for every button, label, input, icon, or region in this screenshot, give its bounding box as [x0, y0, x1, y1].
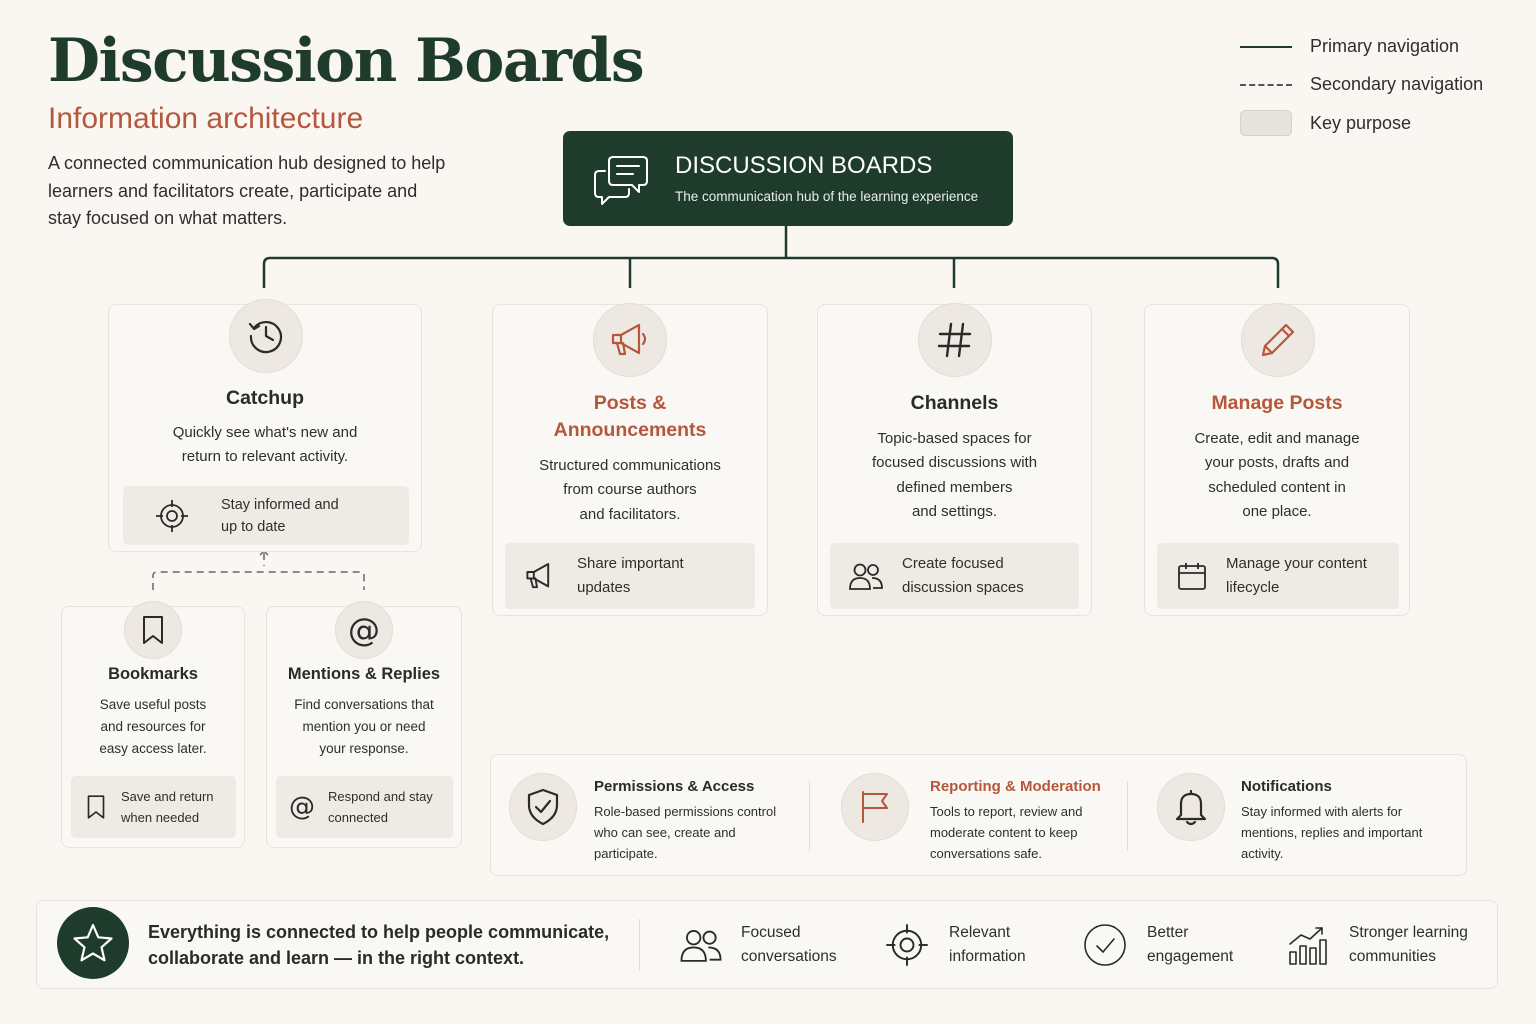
- page-subtitle: Information architecture: [48, 102, 364, 135]
- page-title: Discussion Boards: [48, 26, 644, 96]
- divider: [809, 781, 810, 851]
- bookmark-icon: [124, 601, 182, 659]
- feature-reporting[interactable]: [821, 755, 1127, 875]
- divider: [639, 919, 640, 971]
- card-description: Find conversations that mention you or need your response.: [294, 697, 434, 756]
- card-title: Manage Posts: [1211, 392, 1343, 414]
- benefit-focused-conversations: Focused conversations: [677, 915, 837, 975]
- card-title: Mentions & Replies: [287, 665, 441, 683]
- at-sign-icon: @: [289, 792, 315, 822]
- card-description: Create, edit and manage your posts, drafts and scheduled content in one place.: [1194, 430, 1360, 520]
- legend-dashed-line: [1240, 84, 1292, 86]
- card-title: Bookmarks: [108, 665, 198, 683]
- card-posts-announcements[interactable]: [492, 304, 768, 616]
- shield-check-icon: [509, 773, 577, 841]
- target-icon: [883, 921, 931, 969]
- check-circle-icon: [1081, 921, 1129, 969]
- divider: [1127, 781, 1128, 851]
- legend-key-purpose: Key purpose: [1240, 110, 1411, 136]
- root-node[interactable]: [563, 131, 1013, 226]
- card-description: Save useful posts and resources for easy access later.: [99, 697, 207, 756]
- feature-description: Tools to report, review and moderate content to keep conversations safe.: [930, 804, 1083, 861]
- at-sign-icon: @: [335, 601, 393, 659]
- megaphone-icon: [593, 303, 667, 377]
- card-title: Channels: [910, 392, 999, 414]
- users-icon: [677, 921, 725, 969]
- feature-notifications[interactable]: [1139, 755, 1465, 875]
- megaphone-icon: [505, 560, 577, 592]
- card-catchup[interactable]: [108, 304, 422, 552]
- card-description: Structured communications from course authors and facilitators.: [539, 457, 721, 523]
- legend-primary: Primary navigation: [1240, 36, 1459, 57]
- footer-statement: Everything is connected to help people communicate, collaborate and learn — in the right context.: [148, 922, 610, 968]
- key-purpose: Create focused discussion spaces: [830, 543, 1079, 609]
- key-purpose: Manage your content lifecycle: [1157, 543, 1399, 609]
- intro-text: A connected communication hub designed to help learners and facilitators create, participate and stay focused on what matters.: [48, 153, 446, 228]
- card-mentions-replies[interactable]: [266, 606, 462, 848]
- feature-description: Stay informed with alerts for mentions, replies and important activity.: [1241, 804, 1423, 861]
- bookmark-icon: [71, 794, 121, 820]
- card-description: Topic-based spaces for focused discussions with defined members and settings.: [871, 430, 1038, 520]
- feature-title: Permissions & Access: [594, 778, 755, 795]
- key-purpose: Stay informed and up to date: [123, 486, 409, 545]
- card-manage-posts[interactable]: [1144, 304, 1410, 616]
- benefit-stronger-communities: Stronger learning communities: [1283, 915, 1468, 975]
- legend-solid-line: [1240, 46, 1292, 48]
- growth-chart-icon: [1283, 921, 1331, 969]
- legend-secondary: Secondary navigation: [1240, 74, 1483, 95]
- root-title: DISCUSSION BOARDS: [675, 152, 933, 179]
- benefit-relevant-information: Relevant information: [883, 915, 1026, 975]
- feature-title: Reporting & Moderation: [930, 778, 1101, 795]
- bell-icon: [1157, 773, 1225, 841]
- calendar-icon: [1157, 561, 1226, 591]
- key-purpose: Share important updates: [505, 543, 755, 609]
- feature-description: Role-based permissions control who can see, create and participate.: [594, 804, 777, 861]
- key-purpose: Save and return when needed: [71, 776, 236, 838]
- star-icon: [57, 907, 129, 979]
- card-title: Posts & Announcements: [553, 392, 707, 441]
- legend-key-swatch: [1240, 110, 1292, 136]
- feature-permissions[interactable]: [491, 755, 809, 875]
- feature-title: Notifications: [1241, 778, 1332, 795]
- benefit-better-engagement: Better engagement: [1081, 915, 1233, 975]
- key-purpose: @ Respond and stay connected: [276, 776, 453, 838]
- footer-summary: [36, 900, 1498, 989]
- hashtag-icon: [918, 303, 992, 377]
- chat-bubbles-icon: [593, 153, 649, 207]
- pencil-icon: [1241, 303, 1315, 377]
- card-channels[interactable]: [817, 304, 1092, 616]
- root-subtitle: The communication hub of the learning experience: [675, 189, 979, 204]
- users-icon: [830, 561, 902, 591]
- target-icon: [123, 499, 221, 533]
- card-bookmarks[interactable]: [61, 606, 245, 848]
- card-title: Catchup: [226, 387, 304, 409]
- cross-cutting-features: [490, 754, 1467, 876]
- history-clock-icon: [229, 299, 303, 373]
- card-description: Quickly see what's new and return to relevant activity.: [172, 424, 358, 466]
- flag-icon: [841, 773, 909, 841]
